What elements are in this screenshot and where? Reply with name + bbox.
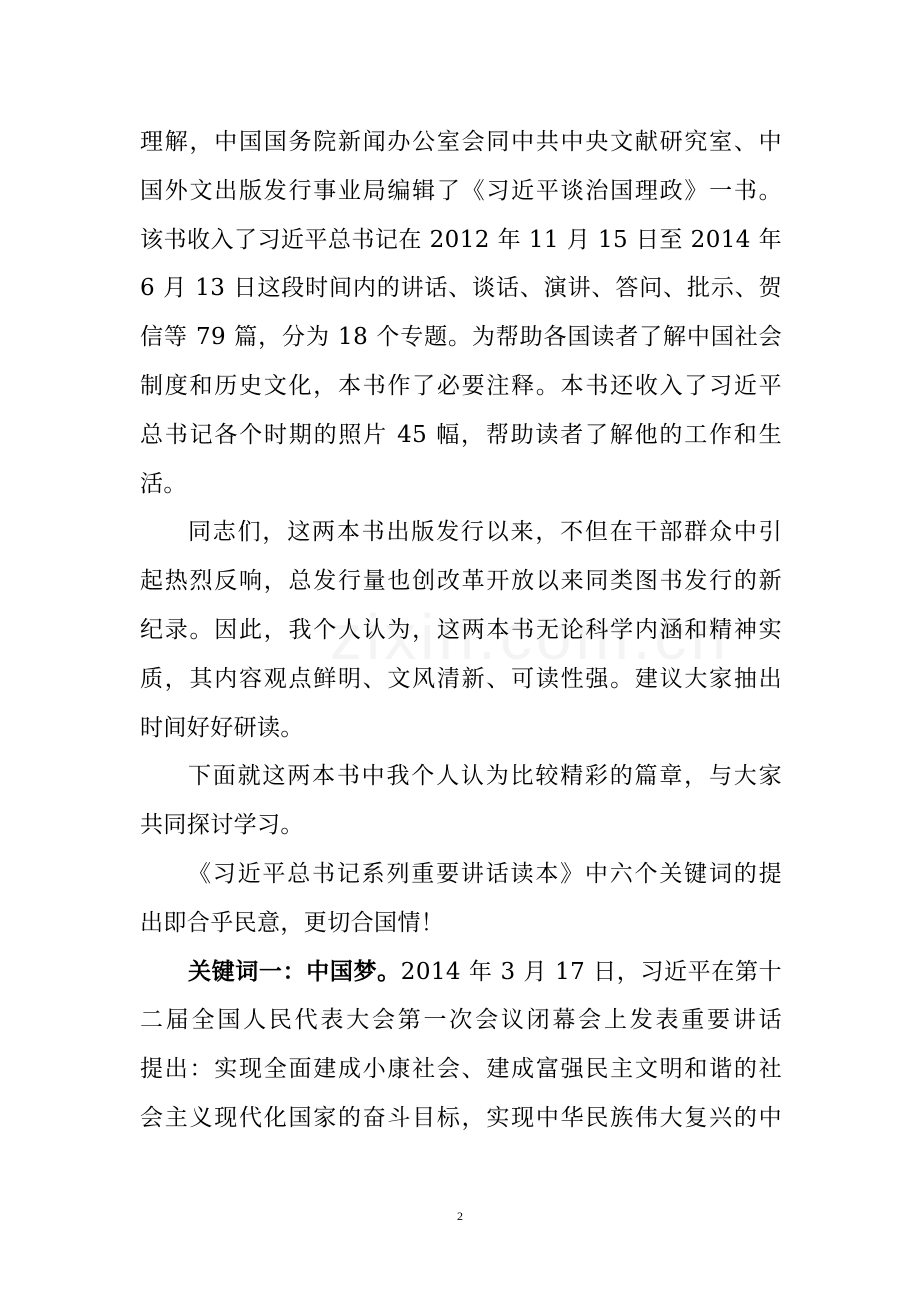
paragraph-3 xyxy=(140,752,782,850)
text-line: 活。 xyxy=(140,470,187,497)
text-line: 共同探讨学习。 xyxy=(140,812,304,839)
paragraph-4 xyxy=(140,850,782,948)
keyword-heading: 关键词一：中国梦。 xyxy=(188,958,401,985)
paragraph-2 xyxy=(140,508,782,752)
body-text xyxy=(140,118,782,1143)
paragraph-1 xyxy=(140,118,782,508)
text-line: 下面就这两本书中我个人认为比较精彩的篇章，与大家 xyxy=(188,763,782,790)
text-line: 起热烈反响，总发行量也创改革开放以来同类图书发行的新 xyxy=(140,568,782,595)
text-line: 同志们，这两本书出版发行以来，不但在干部群众中引 xyxy=(188,519,782,546)
text-line: 纪录。因此，我个人认为，这两本书无论科学内涵和精神实 xyxy=(140,616,782,643)
text-line: 6 月 13 日这段时间内的讲话、谈话、演讲、答问、批示、贺 xyxy=(140,275,782,302)
text-line: 理解，中国国务院新闻办公室会同中共中央文献研究室、中 xyxy=(140,129,782,155)
text-line: 二届全国人民代表大会第一次会议闭幕会上发表重要讲话 xyxy=(140,1007,782,1034)
text-line: 2014 年 3 月 17 日，习近平在第十 xyxy=(400,958,782,985)
text-line: 提出：实现全面建成小康社会、建成富强民主文明和谐的社 xyxy=(140,1056,782,1083)
text-line: 信等 79 篇，分为 18 个专题。为帮助各国读者了解中国社会 xyxy=(140,324,782,351)
text-line: 制度和历史文化，本书作了必要注释。本书还收入了习近平 xyxy=(140,372,782,399)
text-line: 国外文出版发行事业局编辑了《习近平谈治国理政》一书。 xyxy=(140,177,782,204)
paragraph-5 xyxy=(140,948,782,1143)
text-line: 总书记各个时期的照片 45 幅，帮助读者了解他的工作和生 xyxy=(140,421,782,448)
text-line: 该书收入了习近平总书记在 2012 年 11 月 15 日至 2014 年 xyxy=(140,226,782,253)
text-line: 时间好好研读。 xyxy=(140,714,304,741)
text-line: 质，其内容观点鲜明、文风清新、可读性强。建议大家抽出 xyxy=(140,665,782,692)
text-line: 会主义现代化国家的奋斗目标，实现中华民族伟大复兴的中 xyxy=(140,1104,782,1131)
text-line: 《习近平总书记系列重要讲话读本》中六个关键词的提 xyxy=(188,860,782,887)
keyword-line xyxy=(140,948,782,997)
page-number: 2 xyxy=(457,1209,463,1223)
text-line: 出即合乎民意，更切合国情！ xyxy=(140,909,445,936)
